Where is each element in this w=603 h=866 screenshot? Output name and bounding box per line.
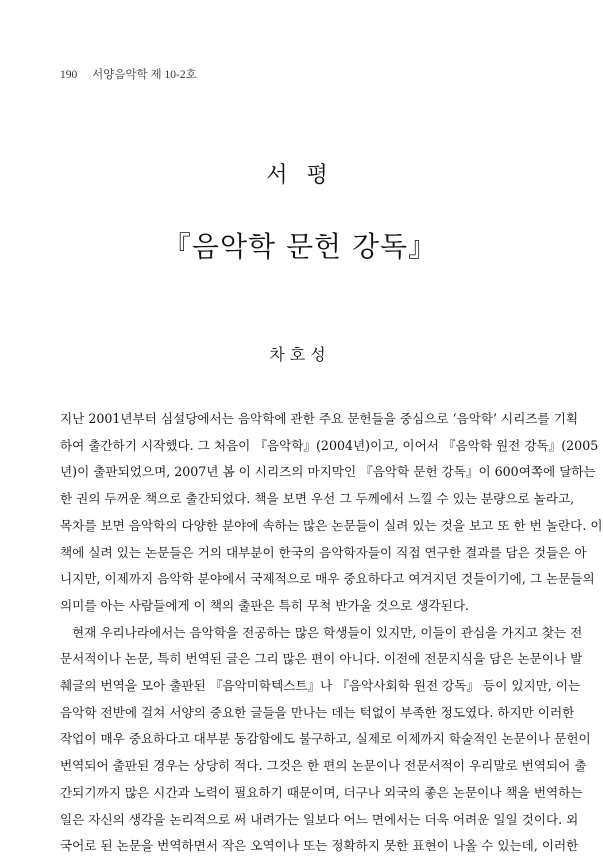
text-line: 현재 우리나라에서는 음악학을 전공하는 많은 학생들이 있지만, 이들이 관심을 가지고 찾는 전 [72,624,583,640]
text-line: 작업이 매우 중요하다고 대부분 동감함에도 불구하고, 실제로 이제까지 학술적인 논문이나 문헌이 [60,731,591,747]
book-title: 『음악학 문헌 강독』 [162,230,438,263]
page-number: 190 [60,69,78,81]
body-text [60,406,603,860]
journal-title: 서양음악학 제 10-2호 [92,69,197,81]
text-line: 하여 출간하기 시작했다. 그 처음이 『음악학』(2004년)이고, 이어서 『음악학 원전 강독』(2005 [60,437,599,453]
text-line: 문서적이나 논문, 특히 번역된 글은 그리 많은 편이 아니다. 이전에 전문지식을 담은 논문이나 발 [60,651,583,667]
running-head [60,66,197,82]
text-line: 음악학 전반에 걸쳐 서양의 중요한 글들을 만나는 데는 턱없이 부족한 정도였다. 하지만 이러한 [60,704,575,720]
text-line: 니지만, 이제까지 음악학 분야에서 국제적으로 매우 중요하다고 여겨지던 것들이기에, 그 논문들의 [60,571,595,587]
author-name: 차호성 [269,345,331,364]
section-label: 서 평 [266,163,334,188]
text-line: 목차를 보면 음악학의 다양한 분야에 속하는 많은 논문들이 실려 있는 것을 보고 또 한 번 놀란다. 이 [60,517,603,533]
text-line: 일은 자신의 생각을 논리적으로 써 내려가는 일보다 어느 면에서는 더욱 어려운 일일 것이다. 외 [60,811,579,827]
text-line: 췌글의 번역을 모아 출판된 『음악미학텍스트』나 『음악사회학 원전 강독』 등이 있지만, 이는 [60,678,581,694]
text-line: 번역되어 출판된 경우는 상당히 적다. 그것은 한 편의 논문이나 전문서적이 우리말로 번역되어 출 [60,758,587,774]
text-line: 국어로 된 논문을 번역하면서 작은 오역이나 또는 정확하지 못한 표현이 나올 수 있는데, 이러한 [60,838,579,854]
text-line: 책에 실려 있는 논문들은 거의 대부분이 한국의 음악학자들이 직접 연구한 결과를 담은 것들은 아 [60,544,587,560]
text-line: 지난 2001년부터 심설당에서는 음악학에 관한 주요 문헌들을 중심으로 ‘음악학’ 시리즈를 기획 [60,411,579,426]
paragraph [60,406,603,620]
text-line: 한 권의 두꺼운 책으로 출간되었다. 책을 보면 우선 그 두께에서 느낄 수 있는 분량으로 놀라고, [60,491,575,507]
text-line: 간되기까지 많은 시간과 노력이 필요하기 때문이며, 더구나 외국의 좋은 논문이나 책을 번역하는 [60,784,583,800]
text-line: 의미를 아는 사람들에게 이 책의 출판은 특히 무척 반가울 것으로 생각된다. [60,597,470,613]
text-line: 년)이 출판되었으며, 2007년 봄 이 시리즈의 마지막인 『음악학 문헌 강독』이 600여쪽에 달하는 [60,464,596,480]
paragraph [60,620,591,860]
